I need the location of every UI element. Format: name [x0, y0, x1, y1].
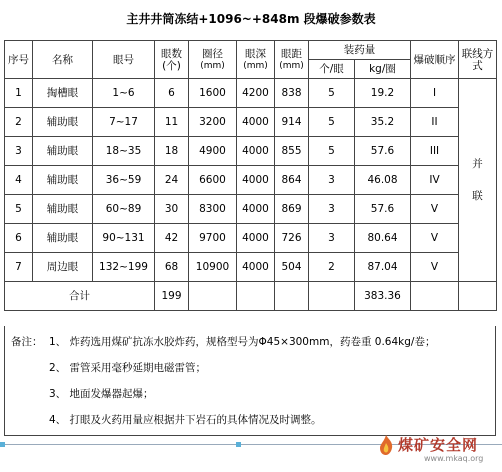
table-row: 7 周边眼 132~199 68 10900 4000 504 2 87.04 V: [5, 253, 497, 282]
notes-prefix: 备注：: [11, 336, 43, 348]
table-title: 主井井筒冻结+1096~+848m 段爆破参数表: [126, 12, 376, 26]
table-row: 6 辅助眼 90~131 42 9700 4000 726 3 80.64 V: [5, 224, 497, 253]
table-row: 3 辅助眼 18~35 18 4900 4000 855 5 57.6 III: [5, 137, 497, 166]
header-spacing: 眼距 (mm): [275, 41, 309, 79]
note-1: 1、 炸药选用煤矿抗冻水胶炸药，规格型号为Φ45×300mm，药卷重 0.64kg/卷；: [49, 336, 436, 348]
table-row: 1 掏槽眼 1~6 6 1600 4200 838 5 19.2 I 并 联: [5, 79, 497, 108]
resize-handle-center[interactable]: [236, 442, 241, 447]
header-circle-diam: 圈径 (mm): [189, 41, 237, 79]
total-hole-count: 199: [155, 282, 189, 311]
resize-handle-left[interactable]: [0, 442, 5, 447]
note-4: 4、 打眼及火药用量应根据井下岩石的具体情况及时调整。: [49, 414, 322, 426]
header-depth: 眼深 (mm): [237, 41, 275, 79]
header-hole-no: 眼号: [93, 41, 155, 79]
table-row: 5 辅助眼 60~89 30 8300 4000 869 3 57.6 V: [5, 195, 497, 224]
flame-icon: [376, 434, 396, 456]
header-connection: 联线方式: [459, 41, 497, 79]
site-logo: [376, 432, 498, 468]
total-charge: 383.36: [355, 282, 411, 311]
header-charge: 装药量: [309, 41, 411, 60]
total-label: 合计: [5, 282, 155, 311]
header-seq: 序号: [5, 41, 33, 79]
note-2: 2、 雷管采用毫秒延期电磁雷管；: [49, 362, 207, 374]
header-sequence: 爆破顺序: [411, 41, 459, 79]
table-row: 4 辅助眼 36~59 24 6600 4000 864 3 46.08 IV: [5, 166, 497, 195]
header-name: 名称: [33, 41, 93, 79]
table-row: 2 辅助眼 7~17 11 3200 4000 914 5 35.2 II: [5, 108, 497, 137]
note-3: 3、 地面发爆器起爆；: [49, 388, 154, 400]
header-charge-per-circle: kg/圈: [355, 60, 411, 79]
logo-brand-text: 煤矿安全网: [398, 436, 479, 454]
total-row: [5, 282, 497, 311]
logo-url-text: www.mkaq.org: [424, 454, 484, 463]
header-charge-per-hole: 个/眼: [309, 60, 355, 79]
blast-parameter-table: [4, 40, 497, 311]
notes-section: [4, 326, 496, 436]
header-hole-count: 眼数(个): [155, 41, 189, 79]
connection-method-cell: 并 联: [459, 79, 497, 282]
